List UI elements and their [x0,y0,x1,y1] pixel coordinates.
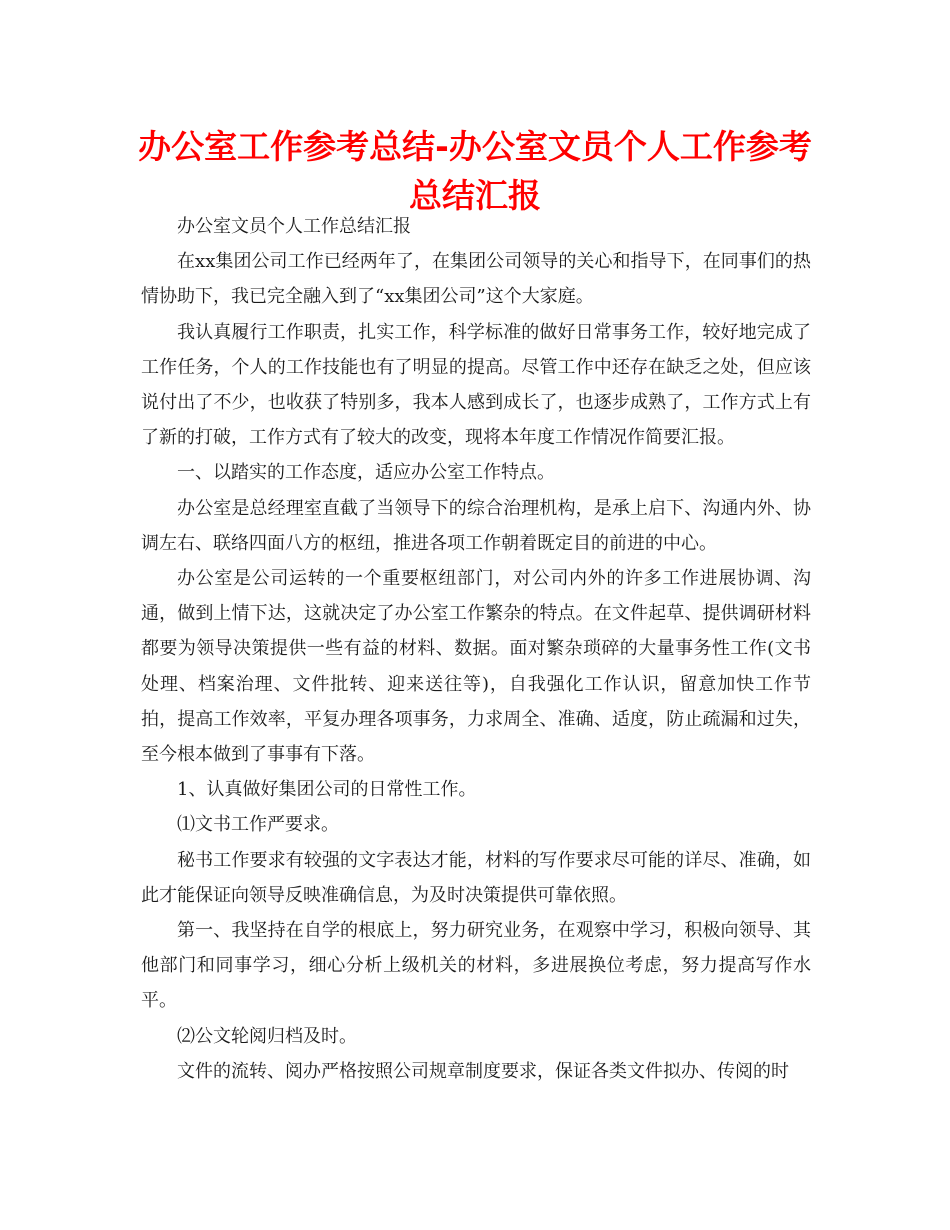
paragraph: 办公室文员个人工作总结汇报 [177,216,411,237]
paragraph: 秘书工作要求有较强的文字表达才能，材料的写作要求尽可能的详尽、准确，如此才能保证向领导反映准确信息，为及时决策提供可靠依照。 [141,849,811,906]
paragraph: 办公室是总经理室直截了当领导下的综合治理机构，是承上启下、沟通内外、协调左右、联络四面八方的枢纽，推进各项工作朝着既定目的前进的中心。 [141,497,811,554]
subsection-heading: 1、认真做好集团公司的日常性工作。 [177,779,477,801]
paragraph: 第一、我坚持在自学的根底上，努力研究业务，在观察中学习，积极向领导、其他部门和同事学习，细心分析上级机关的材料，多进展换位考虑，努力提高写作水平。 [141,920,811,1012]
paragraph: 在xx集团公司工作已经两年了，在集团公司领导的关心和指导下，在同事们的热情协助下，我已完全融入到了“xx集团公司”这个大家庭。 [141,251,811,308]
item-heading: ⑵公文轮阅归档及时。 [177,1025,357,1047]
paragraph: 我认真履行工作职责，扎实工作，科学标准的做好日常事务工作，较好地完成了工作任务，个人的工作技能也有了明显的提高。尽管工作中还存在缺乏之处，但应该说付出了不少，也收获了特别多，我本人感到成长了，也逐步成熟了，工作方式上有了新的打破，工作方式有了较大的改变，现将本年度工作情况作简要汇报。 [141,321,811,449]
item-heading: ⑴文书工作严要求。 [177,814,339,836]
document-body [141,209,811,1089]
section-heading: 一、以踏实的工作态度，适应办公室工作特点。 [177,462,555,484]
paragraph: 文件的流转、阅办严格按照公司规章制度要求，保证各类文件拟办、传阅的时 [177,1060,789,1082]
document-title: 办公室工作参考总结-办公室文员个人工作参考总结汇报 [138,127,812,215]
paragraph: 办公室是公司运转的一个重要枢纽部门，对公司内外的许多工作进展协调、沟通，做到上情下达，这就决定了办公室工作繁杂的特点。在文件起草、提供调研材料都要为领导决策提供一些有益的材料、数据。面对繁杂琐碎的大量事务性工作(文书处理、档案治理、文件批转、迎来送往等)，自我强化工作认识，留意加快工作节拍，提高工作效率，平复办理各项事务，力求周全、准确、适度，防止疏漏和过失，至今根本做到了事事有下落。 [141,568,811,766]
